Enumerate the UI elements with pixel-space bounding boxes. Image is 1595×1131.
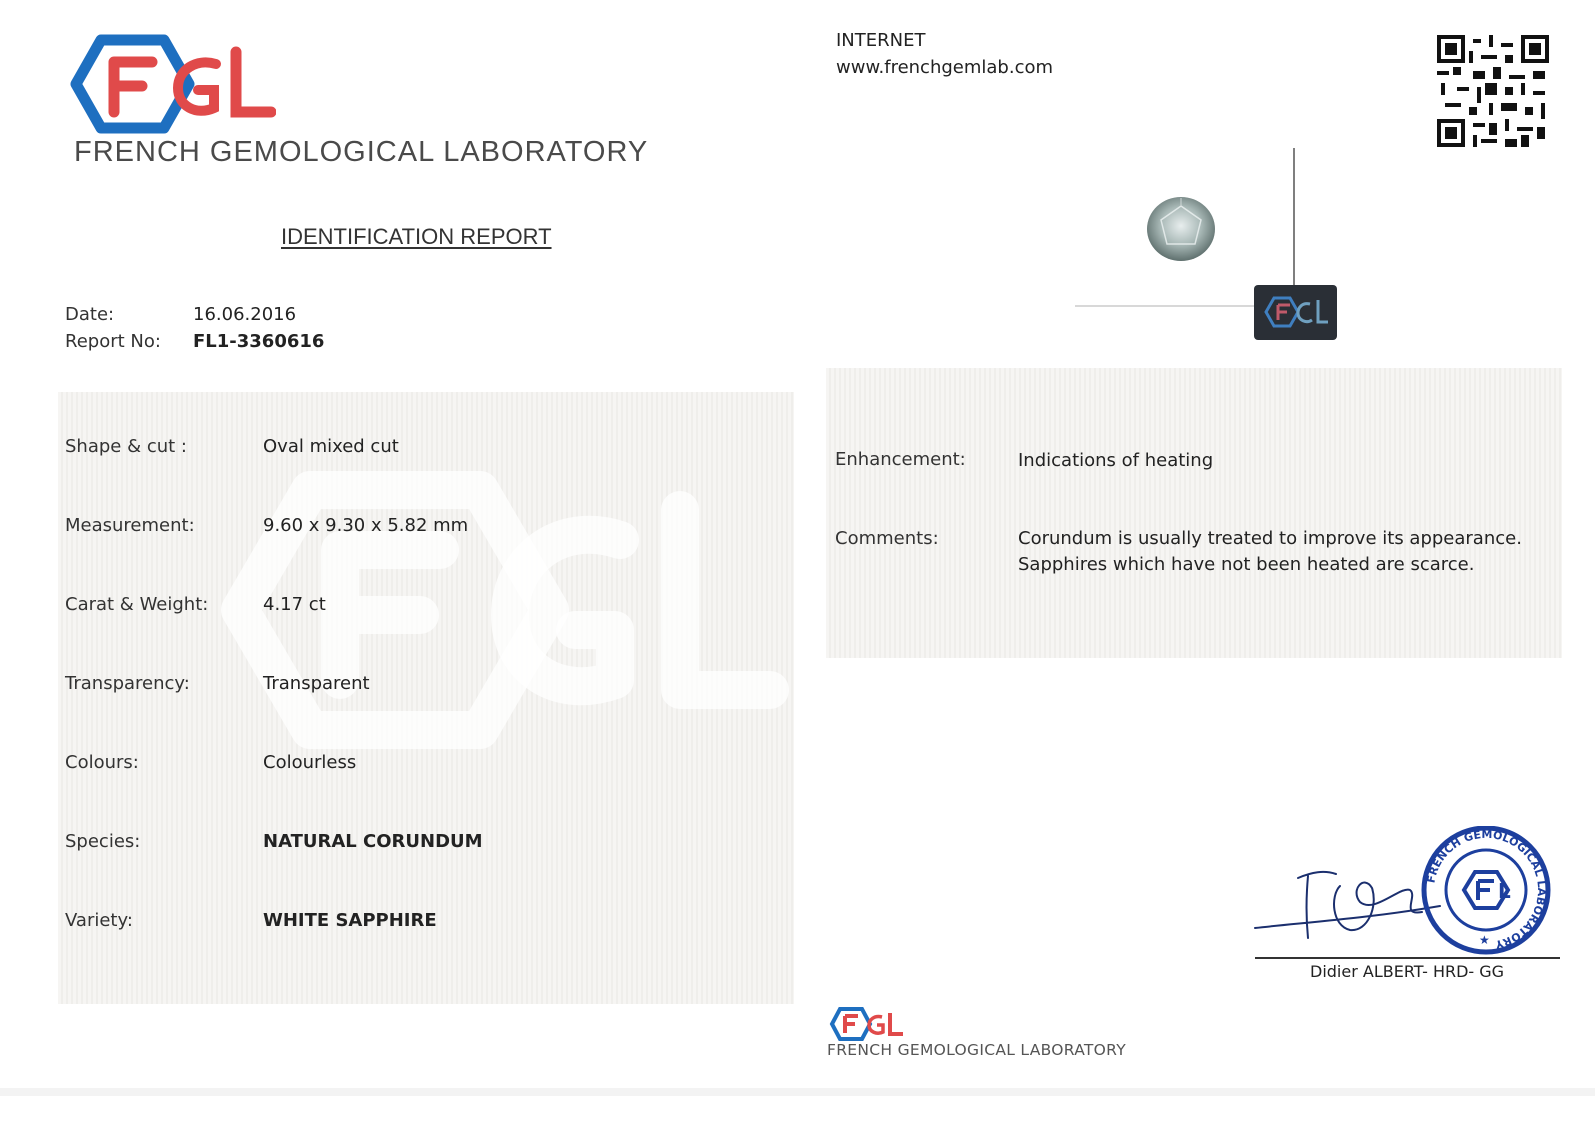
carat-label: Carat & Weight:	[65, 594, 209, 615]
internet-block	[836, 27, 1053, 81]
qr-code[interactable]	[1437, 35, 1549, 147]
colours-label: Colours:	[65, 752, 139, 773]
signature-and-seal	[1250, 826, 1562, 958]
gem-photo	[1070, 140, 1370, 370]
variety-label: Variety:	[65, 910, 133, 931]
measurement-value: 9.60 x 9.30 x 5.82 mm	[263, 515, 469, 536]
report-no-value: FL1-3360616	[193, 331, 325, 352]
fgl-logo	[66, 32, 276, 142]
signature-line	[1255, 957, 1560, 959]
transparency-value: Transparent	[263, 673, 370, 694]
measurement-label: Measurement:	[65, 515, 195, 536]
species-value: NATURAL CORUNDUM	[263, 831, 483, 852]
report-title: IDENTIFICATION REPORT	[281, 224, 552, 249]
svg-text:★: ★	[1479, 933, 1490, 947]
transparency-label: Transparency:	[65, 673, 190, 694]
enhancement-value: Indications of heating	[1018, 450, 1214, 471]
comments-label: Comments:	[835, 528, 939, 549]
signer-name: Didier ALBERT- HRD- GG	[1310, 962, 1505, 981]
footer-lab-name: FRENCH GEMOLOGICAL LABORATORY	[827, 1041, 1127, 1059]
report-no-label: Report No:	[65, 331, 161, 352]
comments-line-1: Corundum is usually treated to improve its appearance.	[1018, 528, 1522, 549]
shape-label: Shape & cut :	[65, 436, 187, 457]
carat-value: 4.17 ct	[263, 594, 326, 615]
enhancement-label: Enhancement:	[835, 449, 966, 470]
shape-value: Oval mixed cut	[263, 436, 399, 457]
species-label: Species:	[65, 831, 141, 852]
colours-value: Colourless	[263, 752, 357, 773]
lab-name: FRENCH GEMOLOGICAL LABORATORY	[74, 136, 649, 168]
comments-value	[1018, 526, 1558, 578]
comments-panel	[826, 368, 1562, 658]
variety-value: WHITE SAPPHIRE	[263, 910, 437, 931]
footer-fgl-logo	[828, 1004, 908, 1044]
comments-line-2: Sapphires which have not been heated are scarce.	[1018, 554, 1475, 575]
svg-text:L: L	[1498, 879, 1511, 903]
website-link[interactable]: www.frenchgemlab.com	[836, 57, 1054, 78]
date-label: Date:	[65, 304, 115, 325]
seal-text: FRENCH GEMOLOGICAL LABORATORY	[1424, 827, 1549, 952]
date-value: 16.06.2016	[193, 304, 297, 325]
internet-label: INTERNET	[836, 30, 926, 51]
bottom-edge	[0, 1088, 1595, 1096]
